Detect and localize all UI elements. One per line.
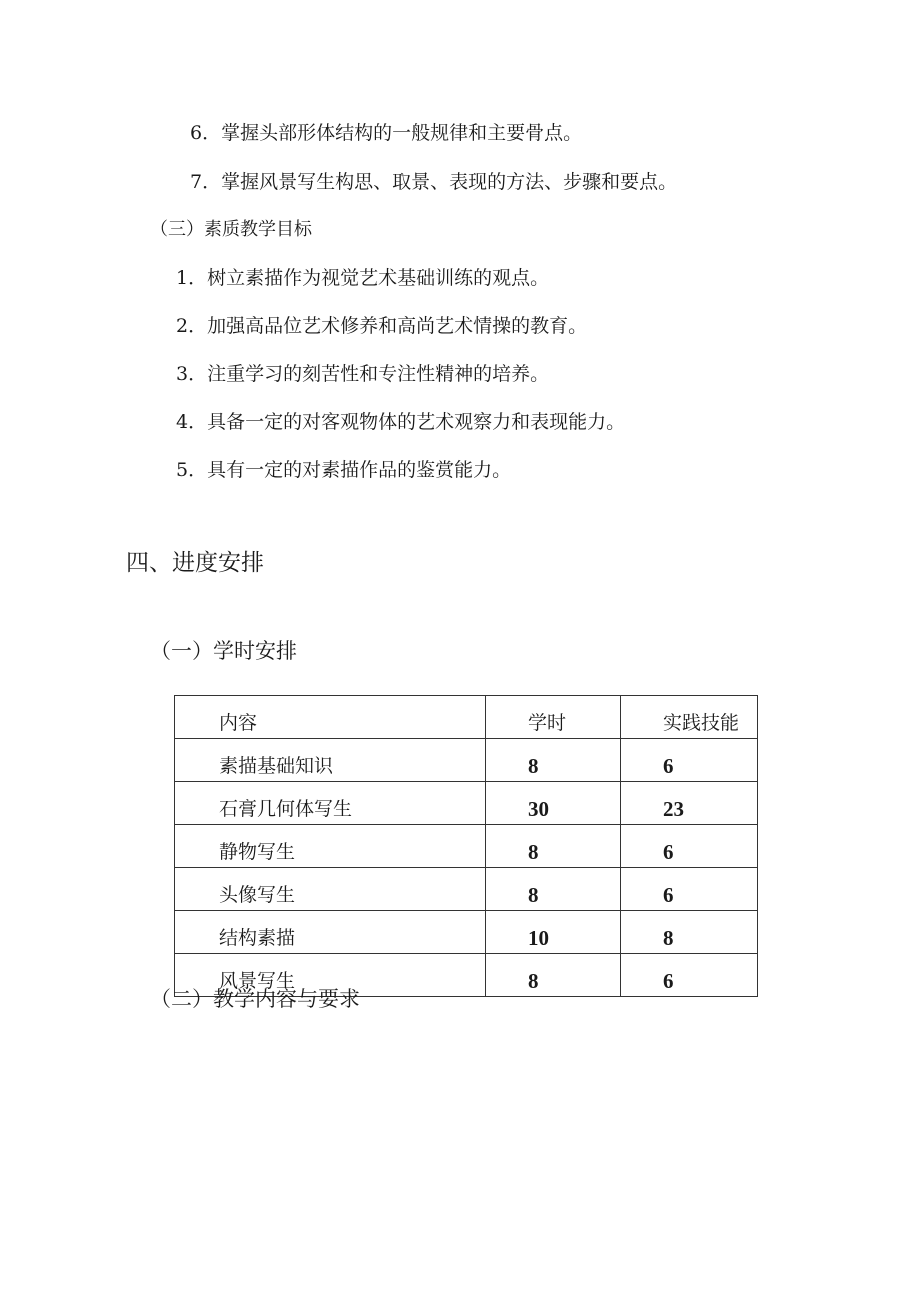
item-text: ．具有一定的对素描作品的鉴赏能力。 (188, 459, 512, 481)
goal-number: 6 (190, 122, 203, 144)
cell-hours: 8 (486, 868, 621, 911)
item-text: ．树立素描作为视觉艺术基础训练的观点。 (188, 267, 550, 289)
item-number: 2 (176, 315, 189, 337)
cell-practice: 6 (621, 739, 758, 782)
goal-number: 7 (190, 171, 203, 193)
header-content: 内容 (175, 696, 486, 739)
quality-item-2 (176, 314, 587, 338)
table-row (175, 868, 758, 911)
table-row (175, 911, 758, 954)
cell-content: 石膏几何体写生 (175, 782, 486, 825)
cell-practice: 23 (621, 782, 758, 825)
schedule-heading: （一）学时安排 (150, 639, 297, 663)
goal-text: ．掌握头部形体结构的一般规律和主要骨点。 (202, 122, 583, 144)
table-row (175, 782, 758, 825)
cell-hours: 8 (486, 954, 621, 997)
item-text: ．具备一定的对客观物体的艺术观察力和表现能力。 (188, 411, 626, 433)
cell-content: 风景写生 (175, 954, 486, 997)
cell-practice: 8 (621, 911, 758, 954)
cell-practice: 6 (621, 868, 758, 911)
content-heading: （二）教学内容与要求 (150, 987, 360, 1011)
cell-hours: 8 (486, 739, 621, 782)
cell-hours: 8 (486, 825, 621, 868)
cell-content: 素描基础知识 (175, 739, 486, 782)
goal-item-7 (190, 170, 677, 194)
cell-content: 结构素描 (175, 911, 486, 954)
goal-item-6 (190, 121, 582, 145)
item-number: 1 (176, 267, 189, 289)
item-number: 5 (176, 459, 189, 481)
cell-practice: 6 (621, 954, 758, 997)
quality-item-5 (176, 458, 511, 482)
item-text: ．加强高品位艺术修养和高尚艺术情操的教育。 (188, 315, 588, 337)
item-number: 3 (176, 363, 189, 385)
quality-item-4 (176, 410, 625, 434)
cell-hours: 10 (486, 911, 621, 954)
table-row (175, 739, 758, 782)
goal-text: ．掌握风景写生构思、取景、表现的方法、步骤和要点。 (202, 171, 678, 193)
cell-practice: 6 (621, 825, 758, 868)
item-number: 4 (176, 411, 189, 433)
quality-goals-heading: （三）素质教学目标 (150, 219, 312, 240)
hours-table (174, 695, 758, 997)
table-row (175, 825, 758, 868)
quality-item-1 (176, 266, 549, 290)
header-hours: 学时 (486, 696, 621, 739)
section-title: 四、进度安排 (126, 550, 264, 576)
table-header-row (175, 696, 758, 739)
header-practice: 实践技能 (621, 696, 758, 739)
cell-content: 头像写生 (175, 868, 486, 911)
cell-content: 静物写生 (175, 825, 486, 868)
item-text: ．注重学习的刻苦性和专注性精神的培养。 (188, 363, 550, 385)
quality-item-3 (176, 362, 549, 386)
cell-hours: 30 (486, 782, 621, 825)
